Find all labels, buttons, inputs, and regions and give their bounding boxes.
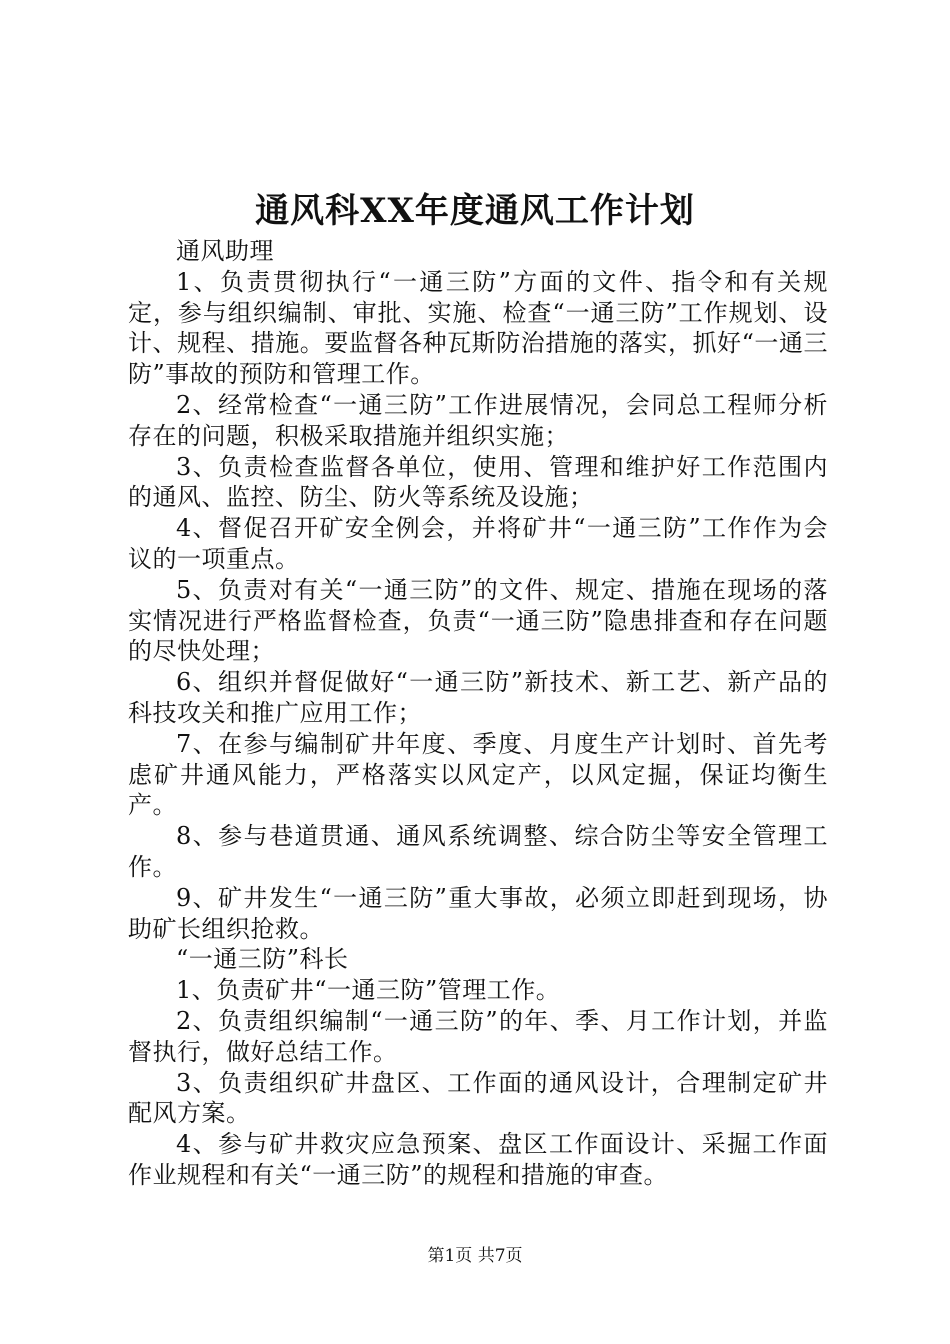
list-item: 1、负责贯彻执行“一通三防”方面的文件、指令和有关规定，参与组织编制、审批、实施、检查“一通三防”工作规划、设计、规程、措施。要监督各种瓦斯防治措施的落实，抓好“一通三防”事故的预防和管理工作。: [128, 267, 828, 389]
section-heading-section-chief: “一通三防”科长: [176, 945, 349, 974]
section-heading-ventilation-assistant: 通风助理: [176, 237, 274, 265]
list-item: 8、参与巷道贯通、通风系统调整、综合防尘等安全管理工作。: [128, 822, 828, 881]
list-item: 6、组织并督促做好“一通三防”新技术、新工艺、新产品的科技攻关和推广应用工作；: [128, 668, 828, 727]
list-item: 3、负责检查监督各单位，使用、管理和维护好工作范围内的通风、监控、防尘、防火等系统及设施；: [128, 452, 828, 512]
list-item: 1、负责矿井“一通三防”管理工作。: [176, 976, 561, 1005]
list-item: 9、矿井发生“一通三防”重大事故，必须立即赶到现场，协助矿长组织抢救。: [128, 883, 828, 943]
list-item: 2、经常检查“一通三防”工作进展情况，会同总工程师分析存在的问题，积极采取措施并组织实施；: [128, 390, 828, 450]
page-number-footer: 第1页 共7页: [427, 1246, 523, 1266]
list-item: 2、负责组织编制“一通三防”的年、季、月工作计划，并监督执行，做好总结工作。: [128, 1006, 828, 1066]
list-item: 5、负责对有关“一通三防”的文件、规定、措施在现场的落实情况进行严格监督检查，负责“一通三防”隐患排查和存在问题的尽快处理；: [128, 575, 828, 666]
document-title: 通风科XX年度通风工作计划: [255, 191, 695, 231]
list-item: 3、负责组织矿井盘区、工作面的通风设计，合理制定矿井配风方案。: [128, 1068, 828, 1128]
list-item: 4、参与矿井救灾应急预案、盘区工作面设计、采掘工作面作业规程和有关“一通三防”的规程和措施的审查。: [128, 1130, 828, 1189]
document-body: [128, 236, 828, 1191]
list-item: 7、在参与编制矿井年度、季度、月度生产计划时、首先考虑矿井通风能力，严格落实以风定产，以风定掘，保证均衡生产。: [128, 729, 828, 820]
list-item: 4、督促召开矿安全例会，并将矿井“一通三防”工作作为会议的一项重点。: [128, 514, 828, 573]
